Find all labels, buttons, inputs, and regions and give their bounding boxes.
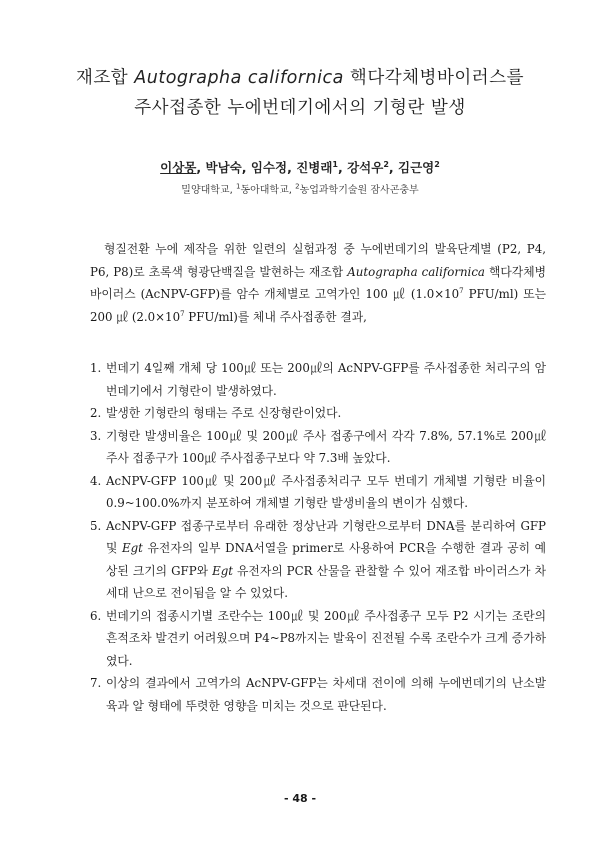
finding-text: 유전자의 PCR 산물을 관찰할 수 있어 재조합 바이러스가 차세대 난으로 전이됨을 알 수 있었다. — [106, 563, 546, 600]
finding-number: 6. — [90, 608, 102, 623]
author-separator: , — [388, 160, 399, 175]
exponent: 7 — [459, 287, 464, 296]
presenting-author: 이상몽 — [160, 160, 197, 175]
finding-number: 4. — [90, 473, 102, 488]
author: 김근영 — [398, 160, 435, 175]
page-number: - 48 - — [283, 792, 317, 805]
exponent: 7 — [180, 309, 185, 318]
finding-text: 기형란 발생비율은 100㎕ 및 200㎕ 주사 접종구에서 각각 7.8%, 57.1%로 200㎕ 주사 접종구가 100㎕ 주사접종구보다 약 7.3배 높았다. — [106, 428, 546, 465]
title-suffix: 핵다각체병바이러스를 — [343, 68, 524, 88]
intro-text: 형질전환 누에 제작을 위한 일련의 실험과정 중 누에번데기의 발육단계별 (P2, P4, P6, P8)로 초록색 형광단백질을 발현하는 재조합 — [90, 242, 546, 279]
finding-text: 이상의 결과에서 고역가의 AcNPV-GFP는 차세대 전이에 의해 누에번데기의 난소발육과 알 형태에 뚜렷한 영향을 미치는 것으로 판단된다. — [106, 676, 546, 713]
paper-title-line2: 주사접종한 누에번데기에서의 기형란 발생 — [134, 98, 466, 118]
finding-item — [90, 672, 546, 717]
title-species-name: Autographa californica — [134, 68, 344, 88]
intro-paragraph — [90, 238, 546, 328]
affiliation: 밀양대학교, — [181, 185, 236, 196]
affiliation: 동아대학교, — [240, 185, 296, 196]
intro-text: PFU/ml) 또는 200 ㎕ (2.0×10 — [90, 287, 546, 324]
finding-number: 3. — [90, 428, 102, 443]
author: 강석우 — [347, 160, 384, 175]
paper-title-line1 — [0, 64, 600, 89]
finding-text: 번데기의 접종시기별 조란수는 100㎕ 및 200㎕ 주사접종구 모두 P2 시기는 조란의 흔적조차 발견키 어려웠으며 P4~P8까지는 발육이 진전될 수록 조란수가 크게 증가하였다. — [106, 608, 546, 668]
finding-item — [90, 357, 546, 402]
finding-text: 번데기 4일째 개체 당 100㎕ 또는 200㎕의 AcNPV-GFP를 주사접종한 처리구의 암 번데기에서 기형란이 발생하였다. — [106, 361, 546, 398]
affiliation-mark: 2 — [383, 159, 389, 169]
findings-list — [90, 357, 546, 717]
finding-text: 유전자의 일부 DNA서열을 primer로 사용하여 PCR을 수행한 결과 공히 예상된 크기의 GFP와 — [106, 541, 546, 578]
finding-number: 7. — [90, 676, 102, 690]
author: 박남숙 — [205, 160, 242, 175]
affiliation-mark: 1 — [235, 182, 241, 191]
finding-number: 5. — [90, 518, 102, 533]
finding-item — [90, 515, 546, 605]
affiliation-mark: 1 — [332, 159, 338, 169]
author-separator: , — [287, 160, 297, 175]
author: 진병래 — [296, 160, 333, 175]
affiliation-mark: 2 — [434, 159, 440, 169]
intro-species-name: Autographa californica — [347, 264, 485, 279]
author: 임수정 — [250, 160, 288, 175]
affiliation: 농업과학기술원 잠사곤충부 — [299, 185, 419, 196]
affiliation-mark: 2 — [295, 182, 300, 191]
author-separator: , — [196, 160, 206, 175]
finding-item — [90, 425, 546, 470]
gene-name: Egt — [122, 541, 143, 555]
author-separator: , — [338, 160, 348, 175]
intro-text: 핵다각체병 바이러스 (AcNPV-GFP)를 암수 개체별로 고역가인 100 ㎕ (1.0×10 — [90, 264, 546, 301]
finding-text: AcNPV-GFP 접종구로부터 유래한 정상난과 기형란으로부터 DNA를 분리하여 GFP 및 — [106, 518, 546, 555]
finding-item — [90, 470, 546, 515]
title-prefix: 재조합 — [76, 68, 135, 88]
finding-text: 발생한 기형란의 형태는 주로 신장형란이었다. — [106, 406, 342, 420]
intro-text: PFU/ml)를 체내 주사접종한 결과, — [184, 309, 367, 324]
author-separator: , — [241, 160, 251, 175]
finding-number: 2. — [90, 406, 102, 420]
finding-text: AcNPV-GFP 100㎕ 및 200㎕ 주사접종처리구 모두 번데기 개체별 기형란 비율이 0.9~100.0%까지 분포하여 개체별 기형란 발생비율의 변이가 심했다. — [106, 473, 546, 510]
gene-name: Egt — [212, 563, 233, 578]
finding-number: 1. — [90, 361, 102, 375]
finding-item — [90, 402, 546, 425]
affiliation-list — [0, 181, 600, 196]
author-list — [0, 158, 600, 176]
finding-item — [90, 605, 546, 673]
